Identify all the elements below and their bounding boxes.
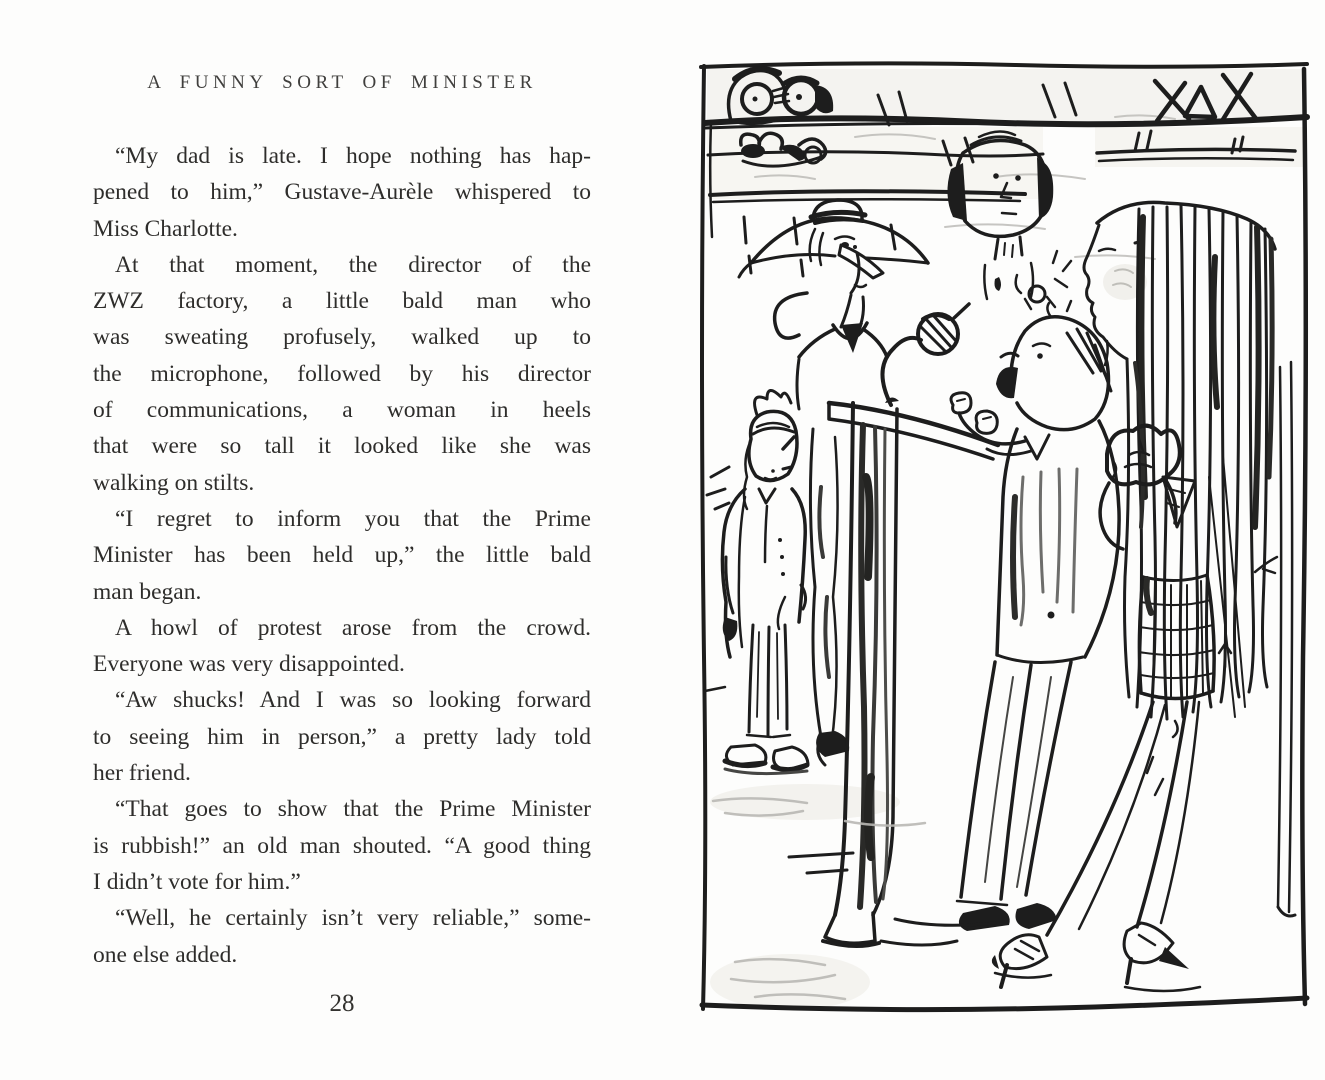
text-line: Miss Charlotte.: [93, 215, 238, 242]
illustration: [695, 57, 1313, 1020]
chapter-header: A FUNNY SORT OF MINISTER: [147, 72, 537, 93]
text-line: Minister has been held up,” the little bald: [93, 542, 591, 569]
boy: [707, 390, 808, 770]
hat-woman-shoe: [816, 731, 849, 757]
text-line: “My dad is late. I hope nothing has hap-: [115, 143, 591, 169]
text-column: [93, 60, 591, 973]
text-line: walking on stilts.: [93, 469, 255, 496]
coat-lines: [1278, 362, 1292, 912]
text-line: is rubbish!” an old man shouted. “A good thing: [93, 832, 591, 859]
text-line: one else added.: [93, 941, 238, 968]
text-line: “I regret to inform you that the Prime: [115, 505, 591, 532]
microphone: [882, 304, 969, 405]
text-line: At that moment, the director of the: [115, 251, 591, 278]
text-line: man began.: [93, 578, 202, 605]
text-line: “Well, he certainly isn’t very reliable,” some-: [115, 905, 591, 932]
paragraph: [93, 610, 591, 683]
text-line: that were so tall it looked like she was: [93, 433, 591, 460]
paragraph: [93, 900, 591, 973]
text-line: ZWZ factory, a little bald man who: [93, 288, 591, 315]
body-text: [93, 138, 591, 973]
text-line: her friend.: [93, 760, 191, 787]
paragraph: [93, 682, 591, 791]
checked-skirt: [1139, 575, 1214, 699]
podium: [823, 403, 998, 946]
text-line: A howl of protest arose from the crowd.: [115, 614, 591, 641]
paragraph: [93, 138, 591, 247]
text-line: I didn’t vote for him.”: [93, 868, 301, 895]
paragraph: [93, 247, 591, 501]
hat-woman-dress: [810, 429, 825, 765]
text-line: the microphone, followed by his director: [93, 360, 591, 387]
text-line: to seeing him in person,” a pretty lady told: [93, 723, 591, 750]
text-line: pened to him,” Gustave-Aurèle whispered to: [93, 179, 591, 206]
text-line: “That goes to show that the Prime Minister: [115, 796, 591, 823]
page-number: 28: [329, 990, 355, 1017]
paragraph: [93, 791, 591, 900]
text-line: Everyone was very disappointed.: [93, 651, 405, 678]
bald-director: [951, 299, 1119, 931]
text-line: “Aw shucks! And I was so looking forward: [115, 687, 591, 714]
paragraph: [93, 501, 591, 610]
text-line: was sweating profusely, walked up to: [93, 324, 591, 351]
text-line: of communications, a woman in heels: [93, 397, 591, 424]
